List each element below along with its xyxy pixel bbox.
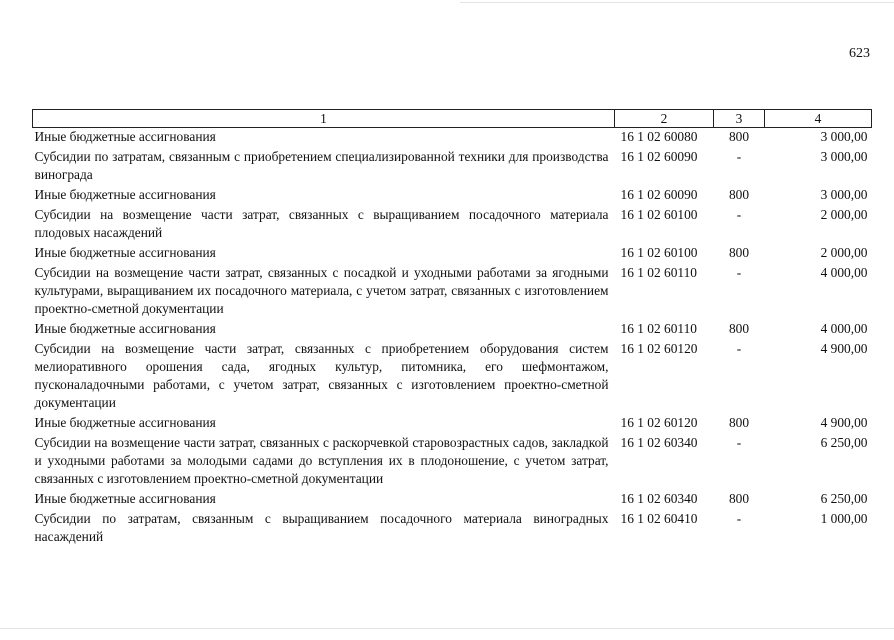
table-row: [33, 320, 872, 340]
row-name: Иные бюджетные ассигнования: [34, 415, 216, 430]
row-name: Субсидии на возмещение части затрат, связанных с посадкой и уходными работами за ягодными культурами, выращиванием их посадочного материала, с учетом затрат, связанных с изготовлением проектно-сметной документации: [34, 265, 609, 316]
row-expense-type: -: [736, 207, 742, 222]
row-amount: 2 000,00: [820, 245, 868, 260]
row-code: 16 1 02 60090: [620, 149, 698, 164]
column-header-1: 1: [33, 110, 615, 128]
row-code: 16 1 02 60340: [620, 435, 698, 450]
table-row: [33, 206, 872, 244]
row-expense-type: 800: [728, 245, 750, 260]
row-expense-type: 800: [728, 187, 750, 202]
scan-edge-bottom: [0, 628, 894, 629]
row-expense-type: 800: [728, 321, 750, 336]
row-expense-type: -: [736, 435, 742, 450]
column-header-2: 2: [615, 110, 714, 128]
row-amount: 6 250,00: [820, 435, 868, 450]
row-name: Субсидии на возмещение части затрат, связанных с раскорчевкой старовозрастных садов, закладкой и уходными работами за молодыми садами до вступления их в плодоношение, с учетом затрат, связанных с изготовлением проектно-сметной документации: [34, 435, 609, 486]
row-amount: 4 000,00: [820, 321, 868, 336]
table-row: [33, 340, 872, 414]
row-name: Иные бюджетные ассигнования: [34, 129, 216, 144]
table-row: [33, 414, 872, 434]
table-row: [33, 434, 872, 490]
row-name: Субсидии на возмещение части затрат, связанных с приобретением оборудования систем мелиоративного орошения сада, ягодных культур, питомника, его шефмонтажом, пусконаладочными работами, с учетом затрат, связанных с изготовлением проектно-сметной документации: [34, 341, 609, 410]
table-row: [33, 148, 872, 186]
row-expense-type: 800: [728, 129, 750, 144]
table-row: [33, 510, 872, 548]
row-amount: 4 900,00: [820, 341, 868, 356]
row-code: 16 1 02 60110: [620, 265, 697, 280]
row-expense-type: -: [736, 149, 742, 164]
table-row: [33, 186, 872, 206]
row-name: Иные бюджетные ассигнования: [34, 321, 216, 336]
row-expense-type: -: [736, 341, 742, 356]
page-number: 623: [849, 46, 870, 61]
row-expense-type: -: [736, 511, 742, 526]
row-amount: 3 000,00: [820, 187, 868, 202]
row-amount: 1 000,00: [820, 511, 868, 526]
table-body: [33, 128, 872, 549]
row-expense-type: 800: [728, 415, 750, 430]
row-code: 16 1 02 60100: [620, 207, 698, 222]
row-expense-type: 800: [728, 491, 750, 506]
header-row: [33, 110, 872, 128]
row-name: Субсидии по затратам, связанным с выращиванием посадочного материала виноградных насаждений: [34, 511, 609, 544]
row-code: 16 1 02 60120: [620, 415, 698, 430]
row-name: Иные бюджетные ассигнования: [34, 245, 216, 260]
column-header-3: 3: [714, 110, 765, 128]
table-row: [33, 244, 872, 264]
table-row: [33, 490, 872, 510]
row-code: 16 1 02 60080: [620, 129, 698, 144]
row-amount: 4 900,00: [820, 415, 868, 430]
row-amount: 4 000,00: [820, 265, 868, 280]
budget-table: [32, 109, 872, 548]
row-code: 16 1 02 60100: [620, 245, 698, 260]
scan-edge-top: [460, 2, 894, 3]
row-code: 16 1 02 60110: [620, 321, 697, 336]
row-amount: 6 250,00: [820, 491, 868, 506]
row-name: Субсидии по затратам, связанным с приобретением специализированной техники для производства винограда: [34, 149, 609, 182]
row-amount: 3 000,00: [820, 129, 868, 144]
table-row: [33, 264, 872, 320]
table-row: [33, 128, 872, 149]
row-code: 16 1 02 60120: [620, 341, 698, 356]
row-amount: 3 000,00: [820, 149, 868, 164]
column-header-4: 4: [765, 110, 872, 128]
row-name: Иные бюджетные ассигнования: [34, 491, 216, 506]
row-code: 16 1 02 60340: [620, 491, 698, 506]
row-amount: 2 000,00: [820, 207, 868, 222]
row-name: Субсидии на возмещение части затрат, связанных с выращиванием посадочного материала плодовых насаждений: [34, 207, 609, 240]
row-code: 16 1 02 60090: [620, 187, 698, 202]
row-name: Иные бюджетные ассигнования: [34, 187, 216, 202]
row-expense-type: -: [736, 265, 742, 280]
row-code: 16 1 02 60410: [620, 511, 698, 526]
